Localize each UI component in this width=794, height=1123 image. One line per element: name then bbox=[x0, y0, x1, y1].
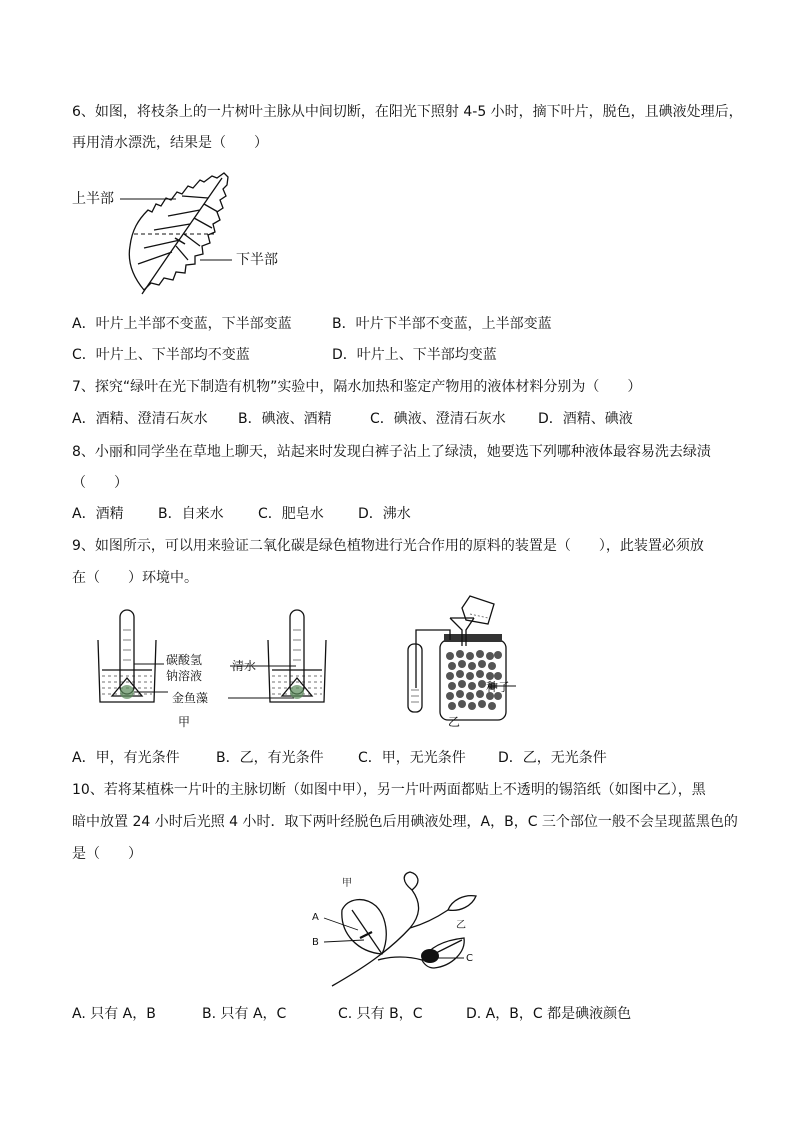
q6-stem-line1: 6、如图，将枝条上的一片树叶主脉从中间切断，在阳光下照射 4-5 小时，摘下叶片，脱色，且碘液处理后， bbox=[72, 104, 743, 120]
label-lower-half: 下半部 bbox=[236, 252, 278, 268]
label-plant: 金鱼藻 bbox=[172, 691, 209, 705]
q6-option-d[interactable]: D．叶片上、下半部均变蓝 bbox=[332, 347, 497, 363]
q7-stem: 7、探究“绿叶在光下制造有机物”实验中，隔水加热和鉴定产物用的液体材料分别为（ ） bbox=[72, 379, 642, 395]
label-leaf-jia: 甲 bbox=[342, 878, 352, 889]
q9-option-c[interactable]: C．甲，无光条件 bbox=[358, 750, 466, 766]
label-upper-half: 上半部 bbox=[72, 191, 114, 207]
q10-option-d[interactable]: D. A，B，C 都是碘液颜色 bbox=[466, 1006, 632, 1022]
q7-option-d[interactable]: D．酒精、碘液 bbox=[538, 411, 633, 427]
apparatus-figure bbox=[90, 600, 530, 730]
q8-option-a[interactable]: A．酒精 bbox=[72, 506, 124, 522]
label-part-b: B bbox=[312, 937, 319, 948]
q8-stem-line1: 8、小丽和同学坐在草地上聊天，站起来时发现白裤子沾上了绿渍，她要选下列哪种液体最容易洗去绿渍 bbox=[72, 444, 711, 460]
q6-option-a[interactable]: A．叶片上半部不变蓝，下半部变蓝 bbox=[72, 316, 292, 332]
q6-option-b[interactable]: B．叶片下半部不变蓝，上半部变蓝 bbox=[332, 316, 552, 332]
q7-option-a[interactable]: A．酒精、澄清石灰水 bbox=[72, 411, 208, 427]
q9-stem-line1: 9、如图所示，可以用来验证二氧化碳是绿色植物进行光合作用的原料的装置是（ ），此装置必须放 bbox=[72, 538, 704, 554]
leaf-cut-figure bbox=[72, 168, 312, 303]
label-jia: 甲 bbox=[178, 715, 191, 729]
q8-option-d[interactable]: D．沸水 bbox=[358, 506, 411, 522]
q10-stem-line3: 是（ ） bbox=[72, 846, 142, 862]
q7-option-c[interactable]: C．碘液、澄清石灰水 bbox=[370, 411, 506, 427]
label-part-a: A bbox=[312, 912, 319, 923]
label-nahco3-1: 碳酸氢 bbox=[166, 653, 203, 667]
q6-stem-line2: 再用清水漂洗，结果是（ ） bbox=[72, 135, 268, 151]
label-seed: 种子 bbox=[486, 680, 511, 694]
label-nahco3-2: 钠溶液 bbox=[166, 669, 203, 683]
q9-option-b[interactable]: B．乙，有光条件 bbox=[216, 750, 324, 766]
q10-stem-line1: 10、若将某植株一片叶的主脉切断（如图中甲），另一片叶两面都贴上不透明的锡箔纸（如图中乙），黑 bbox=[72, 782, 706, 798]
q9-option-a[interactable]: A．甲，有光条件 bbox=[72, 750, 180, 766]
q7-option-b[interactable]: B．碘液、酒精 bbox=[238, 411, 332, 427]
q8-stem-line2: （ ） bbox=[72, 475, 128, 491]
label-leaf-yi: 乙 bbox=[456, 920, 466, 931]
q10-option-c[interactable]: C. 只有 B，C bbox=[338, 1006, 423, 1022]
q8-option-b[interactable]: B．自来水 bbox=[158, 506, 224, 522]
q9-stem-line2: 在（ ）环境中。 bbox=[72, 570, 198, 586]
label-water: 清水 bbox=[232, 659, 257, 673]
q10-stem-line2: 暗中放置 24 小时后光照 4 小时．取下两叶经脱色后用碘液处理，A，B，C 三个部位一般不会呈现蓝黑色的 bbox=[72, 814, 738, 830]
q9-option-d[interactable]: D．乙，无光条件 bbox=[498, 750, 607, 766]
label-part-c: C bbox=[466, 953, 473, 964]
q6-option-c[interactable]: C．叶片上、下半部均不变蓝 bbox=[72, 347, 250, 363]
q10-option-b[interactable]: B. 只有 A，C bbox=[202, 1006, 287, 1022]
q10-option-a[interactable]: A. 只有 A，B bbox=[72, 1006, 156, 1022]
label-yi: 乙 bbox=[448, 715, 461, 729]
q8-option-c[interactable]: C．肥皂水 bbox=[258, 506, 324, 522]
